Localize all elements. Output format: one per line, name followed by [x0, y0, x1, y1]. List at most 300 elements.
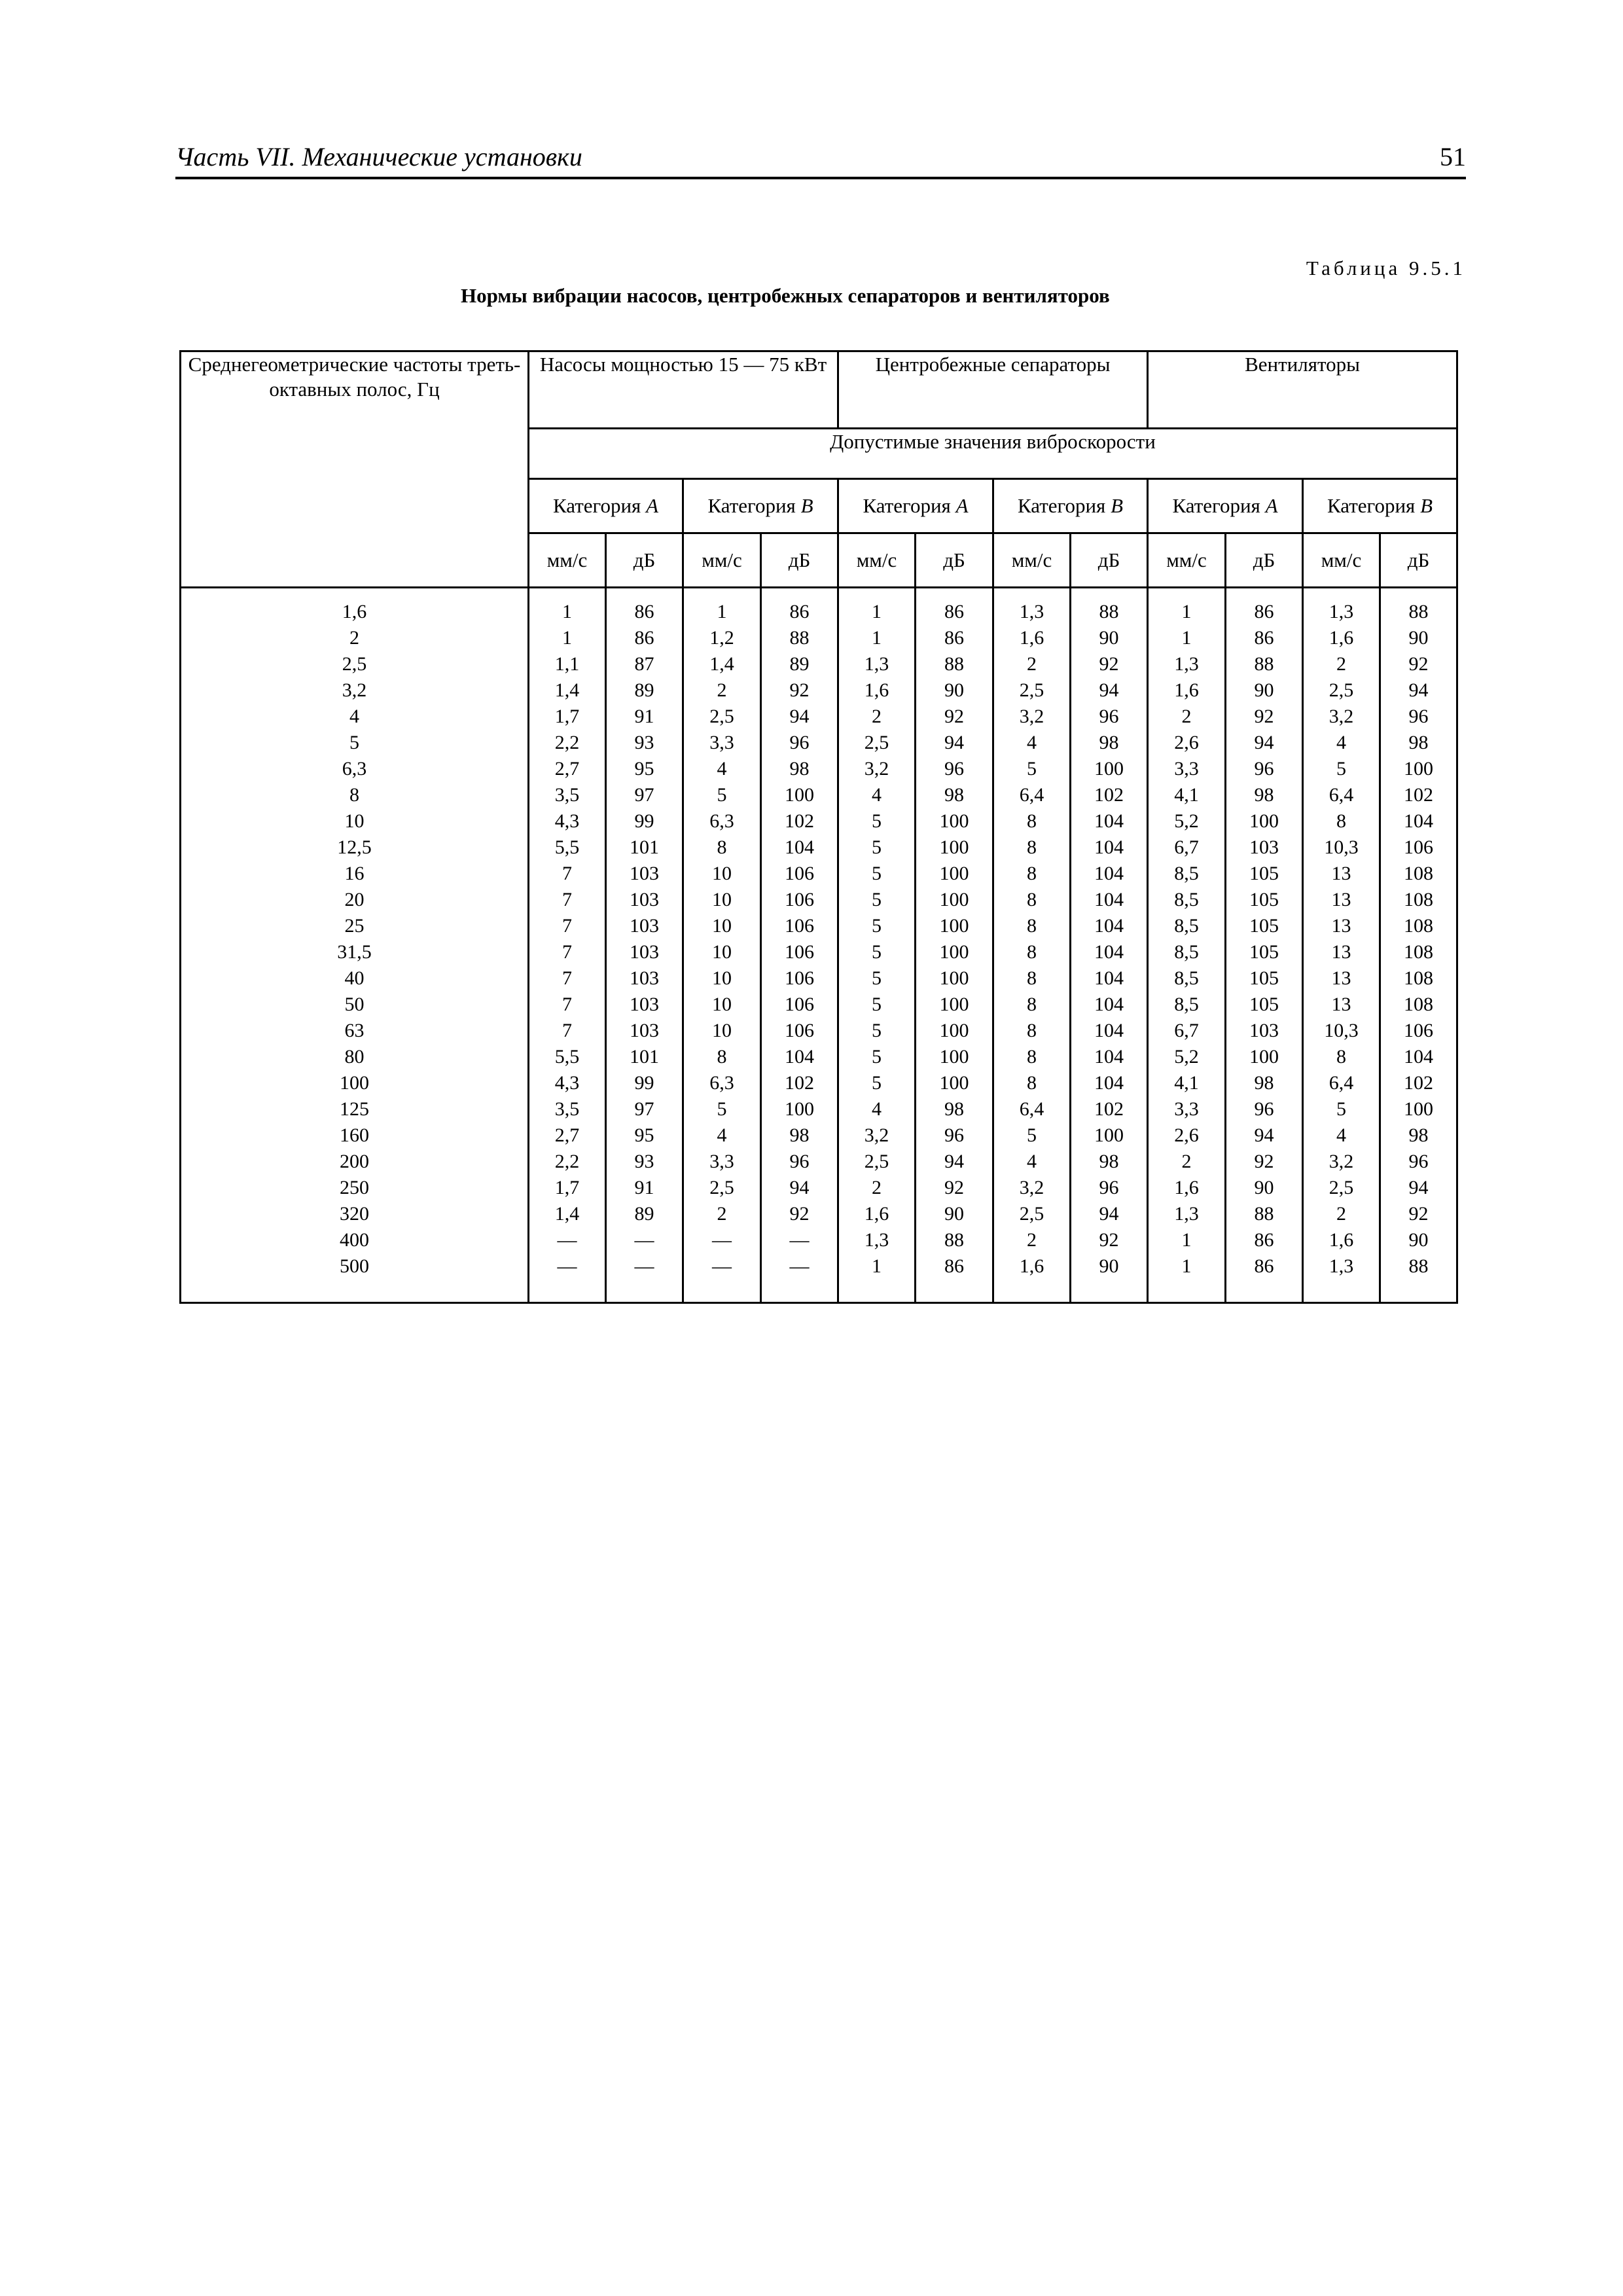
- unit-header: мм/с: [1148, 533, 1226, 588]
- category-letter: A: [1265, 494, 1278, 517]
- value-cell: 104: [1071, 965, 1148, 992]
- value-cell: 94: [1226, 730, 1303, 756]
- value-cell: 7: [529, 965, 606, 992]
- value-cell: 104: [1071, 834, 1148, 861]
- value-cell: 104: [761, 1044, 838, 1070]
- category-letter: B: [1111, 494, 1123, 517]
- value-cell: 92: [761, 677, 838, 704]
- value-cell: 4,3: [529, 808, 606, 834]
- value-cell: 3,3: [683, 1149, 761, 1175]
- value-cell: 97: [606, 1096, 683, 1122]
- value-cell: 3,5: [529, 782, 606, 808]
- value-cell: 86: [916, 588, 993, 626]
- value-cell: 8: [993, 861, 1071, 887]
- value-cell: 86: [1226, 625, 1303, 651]
- value-cell: 13: [1303, 861, 1380, 887]
- value-cell: 106: [1380, 834, 1457, 861]
- value-cell: 96: [761, 1149, 838, 1175]
- value-cell: 8: [993, 1070, 1071, 1096]
- value-cell: 98: [1380, 730, 1457, 756]
- table-row: [181, 782, 1457, 808]
- value-cell: 3,3: [683, 730, 761, 756]
- table-row: [181, 651, 1457, 677]
- value-cell: 100: [916, 834, 993, 861]
- table-row: [181, 808, 1457, 834]
- value-cell: 96: [916, 1122, 993, 1149]
- value-cell: 106: [761, 1018, 838, 1044]
- value-cell: 100: [916, 913, 993, 939]
- value-cell: 100: [916, 808, 993, 834]
- table-row: [181, 992, 1457, 1018]
- value-cell: 10: [683, 992, 761, 1018]
- value-cell: 2,5: [838, 730, 916, 756]
- value-cell: 1,4: [529, 1201, 606, 1227]
- value-cell: 98: [1226, 1070, 1303, 1096]
- value-cell: 13: [1303, 913, 1380, 939]
- frequency-cell: 16: [181, 861, 529, 887]
- value-cell: 100: [1071, 756, 1148, 782]
- table-row: [181, 625, 1457, 651]
- frequency-cell: 31,5: [181, 939, 529, 965]
- value-cell: 2,5: [993, 677, 1071, 704]
- value-cell: 94: [1071, 1201, 1148, 1227]
- value-cell: 5,2: [1148, 808, 1226, 834]
- value-cell: 5: [838, 1070, 916, 1096]
- value-cell: 104: [1071, 939, 1148, 965]
- value-cell: 2: [838, 1175, 916, 1201]
- value-cell: 10: [683, 861, 761, 887]
- value-cell: 6,7: [1148, 834, 1226, 861]
- frequency-cell: 2,5: [181, 651, 529, 677]
- value-cell: 3,2: [838, 1122, 916, 1149]
- value-cell: 8: [683, 1044, 761, 1070]
- value-cell: 1: [683, 588, 761, 626]
- value-cell: —: [606, 1227, 683, 1253]
- value-cell: 100: [916, 887, 993, 913]
- value-cell: 5: [838, 965, 916, 992]
- value-cell: 8,5: [1148, 861, 1226, 887]
- category-header: [993, 479, 1148, 533]
- value-cell: 3,2: [1303, 1149, 1380, 1175]
- value-cell: 7: [529, 913, 606, 939]
- value-cell: 1: [838, 625, 916, 651]
- value-cell: 5: [683, 782, 761, 808]
- value-cell: 94: [761, 1175, 838, 1201]
- value-cell: 4: [993, 1149, 1071, 1175]
- value-cell: 99: [606, 808, 683, 834]
- table-row: [181, 1044, 1457, 1070]
- value-cell: 108: [1380, 887, 1457, 913]
- value-cell: 10: [683, 887, 761, 913]
- value-cell: —: [761, 1227, 838, 1253]
- group-header-separators: Центробежные сепараторы: [838, 351, 1148, 429]
- value-cell: 1,7: [529, 1175, 606, 1201]
- value-cell: 5: [838, 1018, 916, 1044]
- value-cell: 100: [1380, 1096, 1457, 1122]
- value-cell: 10,3: [1303, 1018, 1380, 1044]
- value-cell: —: [683, 1253, 761, 1303]
- value-cell: 8,5: [1148, 913, 1226, 939]
- unit-header: мм/с: [838, 533, 916, 588]
- category-word: Категория: [707, 494, 796, 517]
- value-cell: 106: [761, 861, 838, 887]
- value-cell: 4: [993, 730, 1071, 756]
- value-cell: 96: [916, 756, 993, 782]
- value-cell: 104: [1071, 1070, 1148, 1096]
- category-word: Категория: [863, 494, 951, 517]
- value-cell: 7: [529, 1018, 606, 1044]
- value-cell: 2: [683, 677, 761, 704]
- permissible-values-header: Допустимые значения виброскорости: [529, 429, 1457, 479]
- value-cell: 100: [916, 1070, 993, 1096]
- value-cell: 106: [761, 992, 838, 1018]
- category-letter: B: [800, 494, 813, 517]
- value-cell: 98: [1380, 1122, 1457, 1149]
- value-cell: 5: [838, 887, 916, 913]
- value-cell: 89: [761, 651, 838, 677]
- value-cell: 2: [1148, 1149, 1226, 1175]
- value-cell: 95: [606, 1122, 683, 1149]
- frequency-cell: 320: [181, 1201, 529, 1227]
- value-cell: 1,3: [1148, 1201, 1226, 1227]
- value-cell: 90: [916, 677, 993, 704]
- value-cell: 86: [1226, 1253, 1303, 1303]
- value-cell: 96: [1226, 756, 1303, 782]
- value-cell: 100: [916, 861, 993, 887]
- value-cell: 90: [1226, 677, 1303, 704]
- value-cell: 1,2: [683, 625, 761, 651]
- value-cell: 104: [1071, 861, 1148, 887]
- value-cell: 103: [606, 861, 683, 887]
- value-cell: 105: [1226, 939, 1303, 965]
- frequency-cell: 1,6: [181, 588, 529, 626]
- value-cell: 2,7: [529, 1122, 606, 1149]
- page-number: 51: [1440, 142, 1466, 171]
- value-cell: 1: [838, 588, 916, 626]
- value-cell: 1,6: [993, 625, 1071, 651]
- value-cell: 8,5: [1148, 992, 1226, 1018]
- value-cell: 2,5: [1303, 1175, 1380, 1201]
- value-cell: 13: [1303, 965, 1380, 992]
- category-header: [1148, 479, 1303, 533]
- value-cell: 102: [1071, 782, 1148, 808]
- value-cell: 106: [761, 965, 838, 992]
- value-cell: 13: [1303, 887, 1380, 913]
- frequency-cell: 25: [181, 913, 529, 939]
- value-cell: 92: [1071, 651, 1148, 677]
- value-cell: 5: [838, 861, 916, 887]
- value-cell: 94: [1071, 677, 1148, 704]
- value-cell: 2: [838, 704, 916, 730]
- value-cell: 5: [683, 1096, 761, 1122]
- value-cell: 103: [606, 939, 683, 965]
- value-cell: 94: [1380, 677, 1457, 704]
- value-cell: 4,3: [529, 1070, 606, 1096]
- value-cell: 91: [606, 704, 683, 730]
- value-cell: 86: [916, 1253, 993, 1303]
- value-cell: 2,7: [529, 756, 606, 782]
- value-cell: 10,3: [1303, 834, 1380, 861]
- value-cell: 1,3: [1303, 1253, 1380, 1303]
- unit-header: дБ: [1380, 533, 1457, 588]
- value-cell: 1,3: [1148, 651, 1226, 677]
- unit-header: мм/с: [1303, 533, 1380, 588]
- value-cell: 92: [761, 1201, 838, 1227]
- table-row: [181, 730, 1457, 756]
- value-cell: 86: [606, 588, 683, 626]
- value-cell: 104: [761, 834, 838, 861]
- value-cell: 8: [993, 965, 1071, 992]
- value-cell: 105: [1226, 913, 1303, 939]
- value-cell: 2: [993, 1227, 1071, 1253]
- value-cell: 104: [1380, 1044, 1457, 1070]
- frequency-cell: 100: [181, 1070, 529, 1096]
- value-cell: 92: [1226, 1149, 1303, 1175]
- table-row: [181, 677, 1457, 704]
- value-cell: 100: [1226, 808, 1303, 834]
- value-cell: 98: [1071, 1149, 1148, 1175]
- value-cell: 104: [1380, 808, 1457, 834]
- value-cell: 3,3: [1148, 756, 1226, 782]
- frequency-cell: 10: [181, 808, 529, 834]
- value-cell: 108: [1380, 913, 1457, 939]
- value-cell: 93: [606, 1149, 683, 1175]
- value-cell: 7: [529, 861, 606, 887]
- value-cell: 90: [1380, 625, 1457, 651]
- table-number: Таблица 9.5.1: [1306, 257, 1466, 279]
- value-cell: 10: [683, 1018, 761, 1044]
- unit-header: дБ: [1071, 533, 1148, 588]
- value-cell: 2,6: [1148, 1122, 1226, 1149]
- value-cell: 94: [1226, 1122, 1303, 1149]
- value-cell: 93: [606, 730, 683, 756]
- frequency-cell: 80: [181, 1044, 529, 1070]
- value-cell: 92: [1226, 704, 1303, 730]
- value-cell: 88: [1226, 1201, 1303, 1227]
- value-cell: 88: [1380, 1253, 1457, 1303]
- value-cell: 2,5: [683, 704, 761, 730]
- value-cell: 10: [683, 939, 761, 965]
- value-cell: 6,4: [1303, 1070, 1380, 1096]
- frequency-cell: 8: [181, 782, 529, 808]
- value-cell: 86: [1226, 588, 1303, 626]
- value-cell: 1: [1148, 1227, 1226, 1253]
- value-cell: 106: [761, 913, 838, 939]
- table-row: [181, 588, 1457, 626]
- value-cell: 91: [606, 1175, 683, 1201]
- value-cell: 5,5: [529, 834, 606, 861]
- table-row: [181, 1227, 1457, 1253]
- value-cell: 106: [761, 887, 838, 913]
- value-cell: 1,3: [838, 1227, 916, 1253]
- value-cell: 102: [1071, 1096, 1148, 1122]
- frequency-cell: 20: [181, 887, 529, 913]
- value-cell: 104: [1071, 1044, 1148, 1070]
- table-row: [181, 1018, 1457, 1044]
- table-row: [181, 887, 1457, 913]
- frequency-cell: 63: [181, 1018, 529, 1044]
- value-cell: 3,2: [993, 1175, 1071, 1201]
- value-cell: 2,5: [683, 1175, 761, 1201]
- value-cell: 2: [1303, 651, 1380, 677]
- value-cell: 94: [761, 704, 838, 730]
- value-cell: —: [529, 1227, 606, 1253]
- value-cell: 6,3: [683, 808, 761, 834]
- value-cell: 4: [1303, 730, 1380, 756]
- value-cell: 100: [1071, 1122, 1148, 1149]
- frequency-cell: 40: [181, 965, 529, 992]
- group-header-fans: Вентиляторы: [1148, 351, 1457, 429]
- frequency-cell: 3,2: [181, 677, 529, 704]
- value-cell: 100: [916, 965, 993, 992]
- value-cell: 7: [529, 992, 606, 1018]
- value-cell: 89: [606, 677, 683, 704]
- category-header: [529, 479, 683, 533]
- value-cell: —: [529, 1253, 606, 1303]
- value-cell: 100: [1226, 1044, 1303, 1070]
- value-cell: 86: [1226, 1227, 1303, 1253]
- value-cell: 13: [1303, 939, 1380, 965]
- value-cell: 1,3: [838, 651, 916, 677]
- value-cell: 1: [529, 588, 606, 626]
- value-cell: 100: [916, 939, 993, 965]
- value-cell: 5: [838, 1044, 916, 1070]
- value-cell: 88: [916, 1227, 993, 1253]
- value-cell: 1,6: [1148, 677, 1226, 704]
- value-cell: 92: [1071, 1227, 1148, 1253]
- value-cell: 105: [1226, 861, 1303, 887]
- value-cell: 95: [606, 756, 683, 782]
- value-cell: 105: [1226, 992, 1303, 1018]
- value-cell: 92: [1380, 651, 1457, 677]
- value-cell: 90: [916, 1201, 993, 1227]
- value-cell: 105: [1226, 965, 1303, 992]
- value-cell: 5: [838, 834, 916, 861]
- value-cell: 108: [1380, 939, 1457, 965]
- value-cell: 98: [761, 1122, 838, 1149]
- value-cell: 1,6: [1148, 1175, 1226, 1201]
- value-cell: 8: [993, 1018, 1071, 1044]
- value-cell: 92: [916, 1175, 993, 1201]
- frequency-cell: 6,3: [181, 756, 529, 782]
- value-cell: 8: [1303, 808, 1380, 834]
- value-cell: 3,2: [993, 704, 1071, 730]
- table-row: [181, 1253, 1457, 1303]
- value-cell: 2,2: [529, 730, 606, 756]
- value-cell: 102: [761, 1070, 838, 1096]
- value-cell: 5: [1303, 756, 1380, 782]
- table-row: [181, 704, 1457, 730]
- value-cell: 4,1: [1148, 782, 1226, 808]
- frequency-cell: 50: [181, 992, 529, 1018]
- table-title: Нормы вибрации насосов, центробежных сепараторов и вентиляторов: [461, 284, 1110, 307]
- value-cell: 4: [838, 1096, 916, 1122]
- value-cell: 2,2: [529, 1149, 606, 1175]
- value-cell: 1,6: [838, 1201, 916, 1227]
- value-cell: 1,4: [529, 677, 606, 704]
- running-head: [175, 141, 1466, 179]
- value-cell: 3,3: [1148, 1096, 1226, 1122]
- value-cell: 92: [916, 704, 993, 730]
- value-cell: 1,7: [529, 704, 606, 730]
- value-cell: 1,3: [993, 588, 1071, 626]
- value-cell: 102: [761, 808, 838, 834]
- value-cell: 90: [1380, 1227, 1457, 1253]
- value-cell: 89: [606, 1201, 683, 1227]
- value-cell: 100: [761, 782, 838, 808]
- value-cell: 8: [1303, 1044, 1380, 1070]
- value-cell: 5: [838, 939, 916, 965]
- value-cell: 8: [993, 913, 1071, 939]
- value-cell: 4: [683, 756, 761, 782]
- value-cell: 10: [683, 913, 761, 939]
- value-cell: 1,4: [683, 651, 761, 677]
- value-cell: 2: [683, 1201, 761, 1227]
- value-cell: 104: [1071, 992, 1148, 1018]
- value-cell: 2: [993, 651, 1071, 677]
- value-cell: 96: [1380, 704, 1457, 730]
- unit-header: дБ: [606, 533, 683, 588]
- value-cell: 88: [1380, 588, 1457, 626]
- value-cell: 106: [1380, 1018, 1457, 1044]
- category-word: Категория: [552, 494, 641, 517]
- value-cell: 3,5: [529, 1096, 606, 1122]
- value-cell: 5: [838, 913, 916, 939]
- value-cell: 5: [993, 756, 1071, 782]
- value-cell: 4,1: [1148, 1070, 1226, 1096]
- table-row: [181, 756, 1457, 782]
- frequency-cell: 125: [181, 1096, 529, 1122]
- value-cell: 96: [761, 730, 838, 756]
- value-cell: 1,1: [529, 651, 606, 677]
- value-cell: 97: [606, 782, 683, 808]
- value-cell: 4: [838, 782, 916, 808]
- value-cell: 8: [993, 939, 1071, 965]
- value-cell: 1: [1148, 625, 1226, 651]
- value-cell: 108: [1380, 992, 1457, 1018]
- value-cell: 8: [993, 887, 1071, 913]
- category-letter: A: [955, 494, 969, 517]
- value-cell: 90: [1071, 625, 1148, 651]
- value-cell: 8: [993, 808, 1071, 834]
- header-rule: [175, 177, 1466, 179]
- value-cell: 6,4: [1303, 782, 1380, 808]
- category-header: [683, 479, 838, 533]
- value-cell: 94: [916, 730, 993, 756]
- vibration-norms-table: [179, 350, 1458, 1304]
- category-header: [838, 479, 993, 533]
- value-cell: 104: [1071, 1018, 1148, 1044]
- value-cell: 88: [1071, 588, 1148, 626]
- value-cell: 101: [606, 834, 683, 861]
- value-cell: 5,2: [1148, 1044, 1226, 1070]
- value-cell: 8,5: [1148, 965, 1226, 992]
- value-cell: 103: [1226, 834, 1303, 861]
- value-cell: 100: [1380, 756, 1457, 782]
- unit-header: мм/с: [993, 533, 1071, 588]
- value-cell: 1,6: [1303, 1227, 1380, 1253]
- unit-header: мм/с: [529, 533, 606, 588]
- value-cell: 103: [606, 965, 683, 992]
- value-cell: 104: [1071, 913, 1148, 939]
- value-cell: 7: [529, 939, 606, 965]
- frequency-cell: 12,5: [181, 834, 529, 861]
- table-row: [181, 1096, 1457, 1122]
- value-cell: 100: [761, 1096, 838, 1122]
- value-cell: 88: [761, 625, 838, 651]
- table-row: [181, 1122, 1457, 1149]
- value-cell: 2: [1148, 704, 1226, 730]
